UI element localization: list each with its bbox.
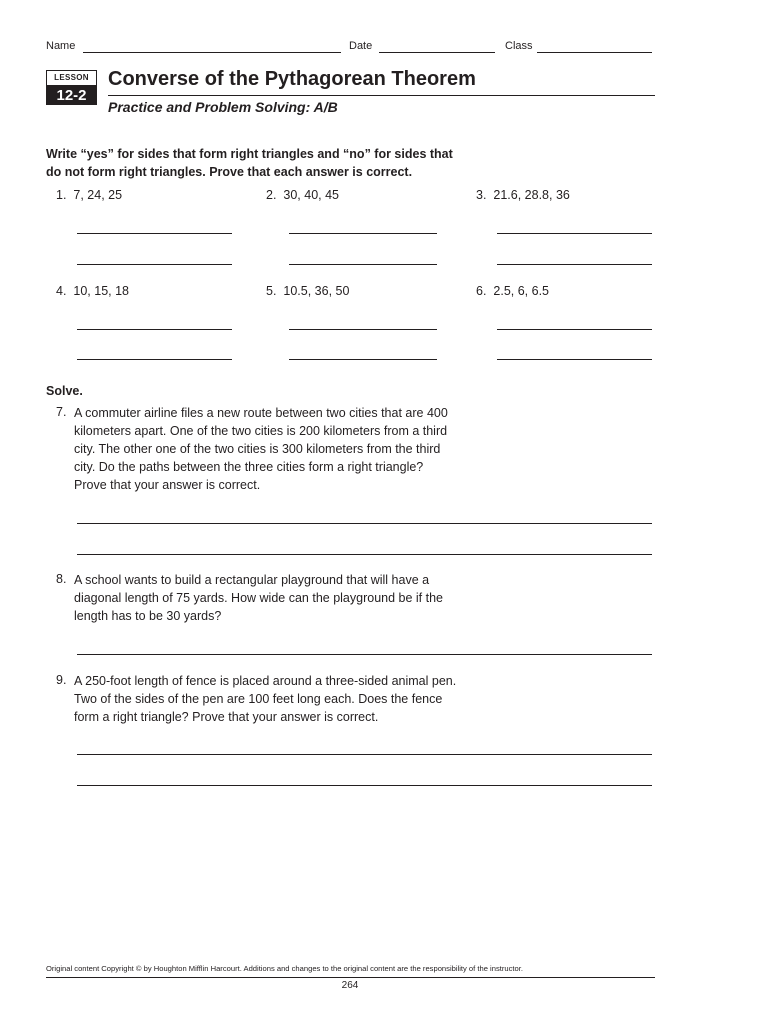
section1-instruction-line1: Write “yes” for sides that form right triangles and “no” for sides that — [46, 147, 453, 161]
problem-line: form a right triangle? Prove that your answer is correct. — [74, 710, 379, 724]
problem-text: 10, 15, 18 — [73, 284, 129, 298]
problem-line: length has to be 30 yards? — [74, 609, 222, 623]
answer-line-4b[interactable] — [77, 358, 232, 360]
title-divider — [108, 95, 655, 96]
problem-2 — [266, 188, 339, 202]
problem-text: 7, 24, 25 — [73, 188, 123, 202]
class-label: Class — [505, 40, 533, 52]
answer-line-6b[interactable] — [497, 358, 652, 360]
page-number: 264 — [341, 980, 359, 991]
problem-8-text — [74, 571, 634, 625]
name-label: Name — [46, 40, 76, 52]
problem-9-text — [74, 672, 634, 726]
copyright-notice: Original content Copyright © by Houghton Mifflin Harcourt. Additions and changes to the original content are the responsibility of the instructor. — [46, 964, 523, 973]
answer-line-1a[interactable] — [77, 232, 232, 234]
problem-9-number: 9. — [56, 673, 67, 687]
problem-4 — [56, 284, 129, 298]
date-field[interactable] — [379, 40, 495, 53]
problem-text: 21.6, 28.8, 36 — [493, 188, 570, 202]
problem-7-text — [74, 404, 634, 494]
problem-line: Prove that your answer is correct. — [74, 478, 261, 492]
problem-7-number: 7. — [56, 405, 67, 419]
problem-line: A commuter airline files a new route between two cities that are 400 — [74, 406, 448, 420]
answer-line-8[interactable] — [77, 653, 652, 655]
problem-line: diagonal length of 75 yards. How wide can the playground be if the — [74, 591, 443, 605]
problem-6 — [476, 284, 549, 298]
class-field[interactable] — [537, 40, 652, 53]
lesson-title: Converse of the Pythagorean Theorem — [108, 68, 476, 90]
problem-1 — [56, 188, 122, 202]
answer-line-5b[interactable] — [289, 358, 437, 360]
problem-line: A school wants to build a rectangular playground that will have a — [74, 573, 430, 587]
answer-line-7b[interactable] — [77, 553, 652, 555]
answer-line-2a[interactable] — [289, 232, 437, 234]
lesson-number: 12-2 — [46, 86, 97, 105]
answer-line-4a[interactable] — [77, 328, 232, 330]
section1-instruction-line2: do not form right triangles. Prove that each answer is correct. — [46, 165, 413, 179]
problem-number: 4. — [56, 284, 67, 298]
answer-line-1b[interactable] — [77, 263, 232, 265]
lesson-subtitle: Practice and Problem Solving: A/B — [108, 99, 338, 115]
problem-text: 10.5, 36, 50 — [283, 284, 350, 298]
answer-line-5a[interactable] — [289, 328, 437, 330]
date-label: Date — [349, 40, 373, 52]
answer-line-3b[interactable] — [497, 263, 652, 265]
answer-line-3a[interactable] — [497, 232, 652, 234]
problem-number: 5. — [266, 284, 277, 298]
problem-line: city. Do the paths between the three cities form a right triangle? — [74, 460, 424, 474]
problem-line: A 250-foot length of fence is placed around a three-sided animal pen. — [74, 674, 457, 688]
problem-number: 6. — [476, 284, 487, 298]
lesson-tag: LESSON — [46, 70, 97, 86]
problem-number: 2. — [266, 188, 277, 202]
problem-number: 3. — [476, 188, 487, 202]
problem-line: Two of the sides of the pen are 100 feet long each. Does the fence — [74, 692, 443, 706]
problem-3 — [476, 188, 570, 202]
section2-heading: Solve. — [46, 384, 83, 398]
lesson-badge — [46, 70, 97, 106]
answer-line-9a[interactable] — [77, 753, 652, 755]
problem-number: 1. — [56, 188, 67, 202]
problem-5 — [266, 284, 349, 298]
problem-line: kilometers apart. One of the two cities is 200 kilometers from a third — [74, 424, 448, 438]
answer-line-7a[interactable] — [77, 522, 652, 524]
answer-line-2b[interactable] — [289, 263, 437, 265]
problem-text: 2.5, 6, 6.5 — [493, 284, 549, 298]
problem-text: 30, 40, 45 — [283, 188, 339, 202]
problem-8-number: 8. — [56, 572, 67, 586]
problem-line: city. The other one of the two cities is 300 kilometers from the third — [74, 442, 441, 456]
answer-line-6a[interactable] — [497, 328, 652, 330]
name-field[interactable] — [83, 40, 341, 53]
answer-line-9b[interactable] — [77, 784, 652, 786]
footer-divider — [46, 977, 655, 978]
